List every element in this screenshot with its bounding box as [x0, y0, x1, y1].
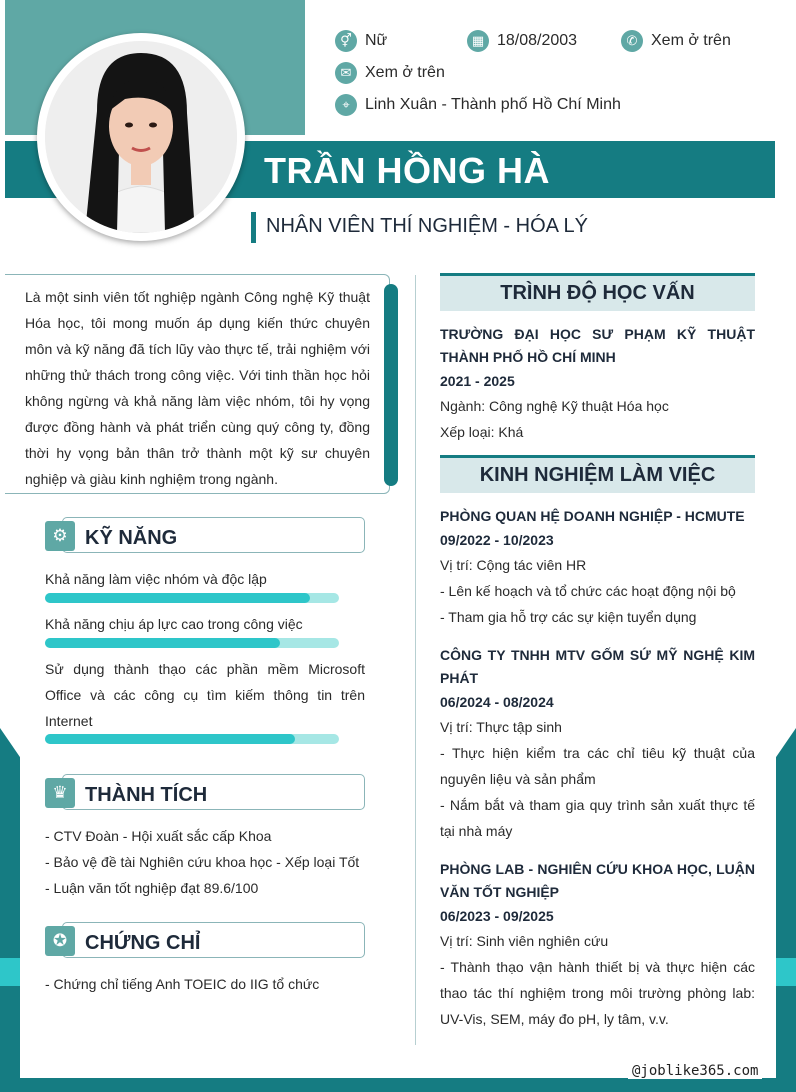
achievements-title: THÀNH TÍCH	[85, 784, 208, 806]
skill-bar-track	[45, 593, 339, 603]
email-icon: ✉	[335, 62, 357, 84]
job-duty: - Thực hiện kiểm tra các chỉ tiêu kỹ thuật của nguyên liệu và sản phẩm	[440, 745, 755, 787]
job-position: Vị trí: Cộng tác viên HR	[440, 557, 587, 573]
skill-bar-track	[45, 638, 339, 648]
achievement-item: - CTV Đoàn - Hội xuất sắc cấp Khoa	[45, 828, 272, 844]
left-decoration	[0, 728, 20, 1092]
experience-header: KINH NGHIỆM LÀM VIỆC	[440, 455, 755, 493]
skill-label: Sử dụng thành thạo các phần mềm Microsoft Office và các công cụ tìm kiếm thông tin trên Internet	[45, 661, 365, 729]
right-stripe	[776, 958, 796, 986]
school-name: TRƯỜNG ĐẠI HỌC SƯ PHẠM KỸ THUẬT THÀNH PHỐ HỒ CHÍ MINH	[440, 326, 755, 365]
certificates-title: CHỨNG CHỈ	[85, 932, 201, 954]
job-position: Vị trí: Thực tập sinh	[440, 719, 562, 735]
birthday-value: 18/08/2003	[497, 32, 578, 49]
education-major: Ngành: Công nghệ Kỹ thuật Hóa học	[440, 398, 669, 414]
job-period: 06/2023 - 09/2025	[440, 908, 554, 924]
column-divider	[415, 275, 416, 1045]
skill-bar-track	[45, 734, 339, 744]
education-header: TRÌNH ĐỘ HỌC VẤN	[440, 273, 755, 311]
job-position: Vị trí: Sinh viên nghiên cứu	[440, 933, 609, 949]
phone-value: Xem ở trên	[651, 32, 731, 49]
email-value: Xem ở trên	[365, 64, 445, 81]
title-accent-bar	[251, 212, 256, 243]
right-decoration	[776, 728, 796, 1092]
achievement-item: - Luận văn tốt nghiệp đạt 89.6/100	[45, 880, 259, 896]
portrait-photo	[45, 41, 237, 233]
job-period: 09/2022 - 10/2023	[440, 532, 554, 548]
location-icon: ⌖	[335, 94, 357, 116]
summary-accent-bar	[384, 284, 398, 486]
trophy-icon: ♛	[45, 778, 75, 808]
achievement-item: - Bảo vệ đề tài Nghiên cứu khoa học - Xếp loại Tốt	[45, 854, 360, 870]
job-duty: - Thành thạo vận hành thiết bị và thực hiện các thao tác thí nghiệm trong môi trường phòng lab: UV-Vis, SEM, máy đo pH, ly tâm, v.v.	[440, 959, 755, 1027]
address-value: Linh Xuân - Thành phố Hồ Chí Minh	[365, 96, 621, 113]
calendar-icon: ▦	[467, 30, 489, 52]
certificate-item: - Chứng chỉ tiếng Anh TOEIC do IIG tổ chức	[45, 976, 320, 992]
company-name: CÔNG TY TNHH MTV GỐM SỨ MỸ NGHỆ KIM PHÁT	[440, 647, 755, 686]
education-period: 2021 - 2025	[440, 373, 515, 389]
skill-label: Khả năng làm việc nhóm và độc lập	[45, 571, 267, 587]
company-name: PHÒNG LAB - NGHIÊN CỨU KHOA HỌC, LUẬN VĂN TỐT NGHIỆP	[440, 861, 755, 900]
job-title: NHÂN VIÊN THÍ NGHIỆM - HÓA LÝ	[266, 215, 588, 237]
summary-text: Là một sinh viên tốt nghiệp ngành Công nghệ Kỹ thuật Hóa học, tôi mong muốn áp dụng kiến thức chuyên môn và kỹ năng đã tích lũy vào thực tế, trải nghiệm với những thử thách trong công việc. Với tinh thần học hỏi không ngừng và khả năng làm việc nhóm, tôi hy vọng được đồng hành và phát triển cùng quý công ty, đồng thời hy vọng bản thân trở thành một kỹ sư chuyên nghiệp và giàu kinh nghiệm trong ngành.	[25, 289, 370, 487]
job-duty: - Nắm bắt và tham gia quy trình sản xuất thực tế tại nhà máy	[440, 797, 755, 839]
badge-icon: ✪	[45, 926, 75, 956]
job-duty: - Lên kế hoạch và tổ chức các hoạt động nội bộ	[440, 583, 736, 599]
skill-bar-fill	[45, 734, 295, 744]
gear-icon: ⚙	[45, 521, 75, 551]
full-name: TRẦN HỒNG HÀ	[264, 150, 550, 191]
skill-bar-fill	[45, 638, 280, 648]
education-grade: Xếp loại: Khá	[440, 424, 524, 440]
company-name: PHÒNG QUAN HỆ DOANH NGHIỆP - HCMUTE	[440, 508, 745, 524]
job-period: 06/2024 - 08/2024	[440, 694, 554, 710]
skill-label: Khả năng chịu áp lực cao trong công việc	[45, 616, 303, 632]
footer-bar	[0, 1078, 796, 1092]
gender-value: Nữ	[365, 32, 388, 49]
footer-watermark: @joblike365.com	[628, 1063, 762, 1079]
phone-icon: ✆	[621, 30, 643, 52]
left-stripe	[0, 958, 20, 986]
skill-bar-fill	[45, 593, 310, 603]
job-duty: - Tham gia hỗ trợ các sự kiện tuyển dụng	[440, 609, 697, 625]
gender-icon: ⚥	[335, 30, 357, 52]
avatar	[45, 41, 237, 233]
skills-title: KỸ NĂNG	[85, 527, 178, 549]
